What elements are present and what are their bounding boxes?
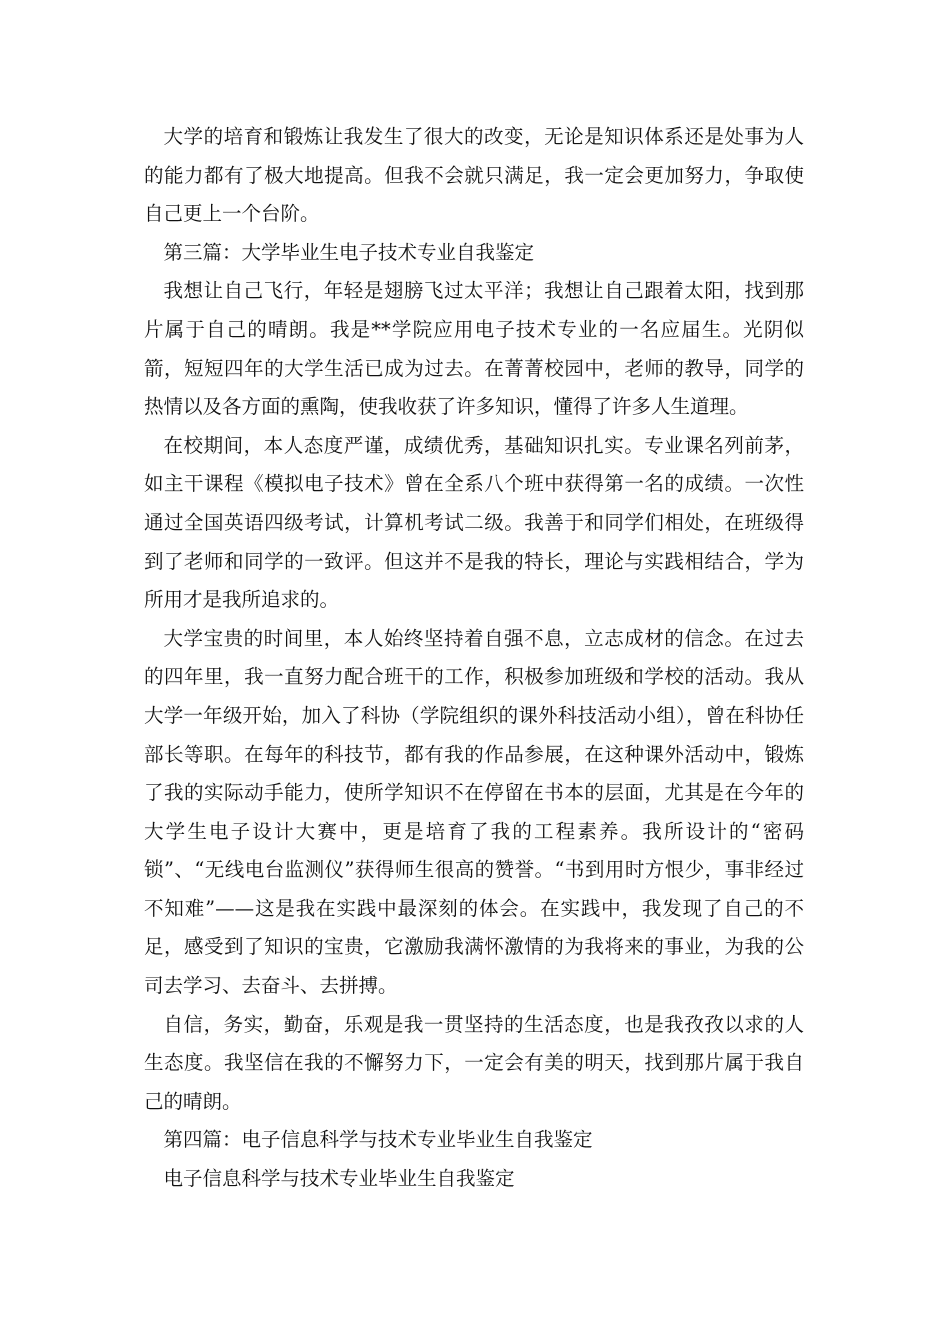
section-heading-part-four: 第四篇：电子信息科学与技术专业毕业生自我鉴定 <box>163 1128 593 1152</box>
section-heading-part-three: 第三篇：大学毕业生电子技术专业自我鉴定 <box>163 240 535 264</box>
paragraph-self-introduction: 我想让自己飞行，年轻是翅膀飞过太平洋；我想让自己跟着太阳，找到那片属于自己的晴朗。我是**学院应用电子技术专业的一名应届生。光阴似箭，短短四年的大学生活已成为过去。在菁菁校园中，老师的教导，同学的热情以及各方面的熏陶，使我收获了许多知识，懂得了许多人生道理。 <box>144 279 804 419</box>
subheading-part-four-title: 电子信息科学与技术专业毕业生自我鉴定 <box>163 1167 515 1191</box>
paragraph-academic-performance: 在校期间，本人态度严谨，成绩优秀，基础知识扎实。专业课名列前茅，如主干课程《模拟电子技术》曾在全系八个班中获得第一名的成绩。一次性通过全国英语四级考试，计算机考试二级。我善于和同学们相处，在班级得到了老师和同学的一致评。但这并不是我的特长，理论与实践相结合，学为所用才是我所追求的。 <box>144 433 804 612</box>
paragraph-practical-activities: 大学宝贵的时间里，本人始终坚持着自强不息，立志成材的信念。在过去的四年里，我一直努力配合班干的工作，积极参加班级和学校的活动。我从大学一年级开始，加入了科协（学院组织的课外科技活动小组），曾在科协任部长等职。在每年的科技节，都有我的作品参展，在这种课外活动中，锻炼了我的实际动手能力，使所学知识不在停留在书本的层面，尤其是在今年的大学生电子设计大赛中，更是培育了我的工程素养。我所设计的“密码锁”、“无线电台监测仪”获得师生很高的赞誉。“书到用时方恨少，事非经过不知难”——这是我在实践中最深刻的体会。在实践中，我发现了自己的不足，感受到了知识的宝贵，它激励我满怀激情的为我将来的事业，为我的公司去学习、去奋斗、去拼搏。 <box>144 626 804 998</box>
document-body <box>144 118 804 1199</box>
paragraph-life-attitude: 自信，务实，勤奋，乐观是我一贯坚持的生活态度，也是我孜孜以求的人生态度。我坚信在我的不懈努力下，一定会有美的明天，找到那片属于我自己的晴朗。 <box>144 1012 804 1113</box>
paragraph-intro-conclusion: 大学的培育和锻炼让我发生了很大的改变，无论是知识体系还是处事为人的能力都有了极大地提高。但我不会就只满足，我一定会更加努力，争取使自己更上一个台阶。 <box>144 125 804 226</box>
